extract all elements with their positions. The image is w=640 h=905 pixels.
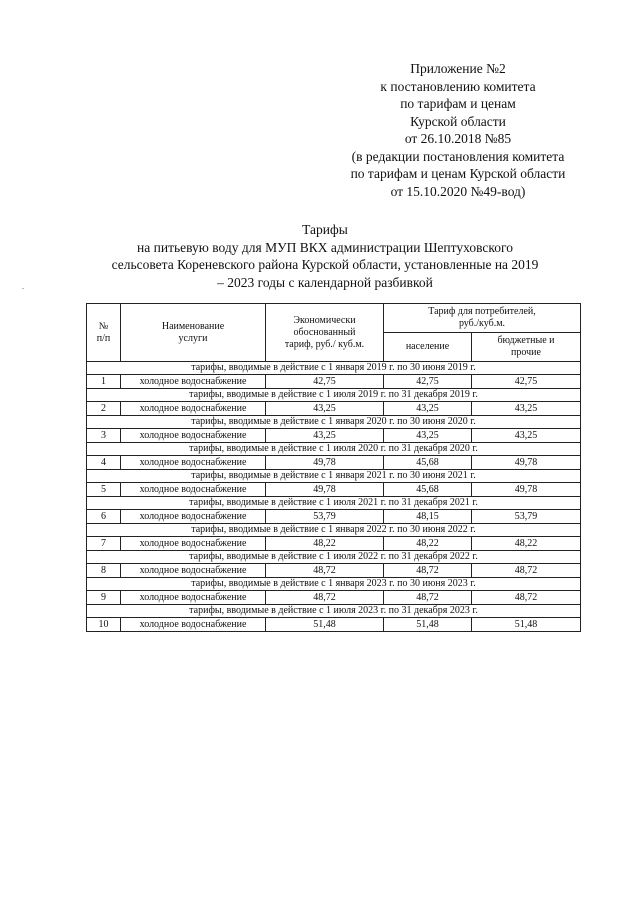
- row-budget: 48,72: [472, 564, 581, 578]
- row-num: 3: [87, 429, 121, 443]
- row-budget: 43,25: [472, 429, 581, 443]
- row-population: 45,68: [384, 483, 472, 497]
- row-service: холодное водоснабжение: [121, 537, 266, 551]
- row-num: 8: [87, 564, 121, 578]
- row-economic: 48,72: [266, 564, 384, 578]
- period-row: тарифы, вводимые в действие с 1 января 2023 г. по 30 июня 2023 г.: [87, 578, 581, 591]
- col-header-num: № п/п: [87, 304, 121, 362]
- title-line: сельсовета Кореневского района Курской области, установленные на 2019: [111, 257, 539, 272]
- row-service: холодное водоснабжение: [121, 402, 266, 416]
- row-population: 48,72: [384, 591, 472, 605]
- row-budget: 43,25: [472, 402, 581, 416]
- row-service: холодное водоснабжение: [121, 618, 266, 632]
- row-budget: 42,75: [472, 375, 581, 389]
- row-population: 48,72: [384, 564, 472, 578]
- table-row: [87, 591, 581, 605]
- row-service: холодное водоснабжение: [121, 591, 266, 605]
- col-header-consumer-group: Тариф для потребителей, руб./куб.м.: [384, 304, 581, 333]
- period-row: тарифы, вводимые в действие с 1 июля 2019 г. по 31 декабря 2019 г.: [87, 389, 581, 402]
- row-economic: 51,48: [266, 618, 384, 632]
- table-row: [87, 537, 581, 551]
- row-population: 43,25: [384, 429, 472, 443]
- col-header-economic: Экономически обоснованный тариф, руб./ куб.м.: [266, 304, 384, 362]
- row-budget: 48,22: [472, 537, 581, 551]
- row-budget: 49,78: [472, 483, 581, 497]
- row-economic: 48,22: [266, 537, 384, 551]
- period-row: тарифы, вводимые в действие с 1 июля 2023 г. по 31 декабря 2023 г.: [87, 605, 581, 618]
- period-row: тарифы, вводимые в действие с 1 января 2020 г. по 30 июня 2020 г.: [87, 416, 581, 429]
- row-num: 4: [87, 456, 121, 470]
- row-population: 51,48: [384, 618, 472, 632]
- row-economic: 42,75: [266, 375, 384, 389]
- table-row: [87, 402, 581, 416]
- document-title: [60, 221, 590, 291]
- title-heading: Тарифы: [302, 222, 348, 237]
- row-num: 9: [87, 591, 121, 605]
- appendix-header: [318, 60, 598, 200]
- header-line: (в редакции постановления комитета: [351, 148, 565, 164]
- period-row: тарифы, вводимые в действие с 1 января 2019 г. по 30 июня 2019 г.: [87, 362, 581, 375]
- header-line: по тарифам и ценам: [400, 96, 516, 111]
- period-row: тарифы, вводимые в действие с 1 января 2021 г. по 30 июня 2021 г.: [87, 470, 581, 483]
- row-economic: 43,25: [266, 402, 384, 416]
- period-row: тарифы, вводимые в действие с 1 января 2022 г. по 30 июня 2022 г.: [87, 524, 581, 537]
- row-num: 5: [87, 483, 121, 497]
- row-service: холодное водоснабжение: [121, 456, 266, 470]
- table-row: [87, 429, 581, 443]
- header-line: Курской области: [410, 113, 506, 129]
- row-service: холодное водоснабжение: [121, 564, 266, 578]
- title-line: на питьевую воду для МУП ВКХ администрации Шептуховского: [137, 239, 513, 255]
- row-service: холодное водоснабжение: [121, 510, 266, 524]
- row-economic: 48,72: [266, 591, 384, 605]
- table-row: [87, 456, 581, 470]
- col-header-population: население: [384, 333, 472, 362]
- col-header-budget: бюджетные и прочие: [472, 333, 581, 362]
- row-budget: 49,78: [472, 456, 581, 470]
- table-row: [87, 564, 581, 578]
- row-population: 48,15: [384, 510, 472, 524]
- header-line: от 26.10.2018 №85: [404, 131, 512, 146]
- header-line: по тарифам и ценам Курской области: [350, 166, 566, 181]
- table-row: [87, 618, 581, 632]
- header-line: к постановлению комитета: [380, 78, 536, 94]
- row-economic: 53,79: [266, 510, 384, 524]
- row-service: холодное водоснабжение: [121, 375, 266, 389]
- period-row: тарифы, вводимые в действие с 1 июля 2021 г. по 31 декабря 2021 г.: [87, 497, 581, 510]
- header-line: от 15.10.2020 №49-вод): [390, 183, 526, 199]
- tariff-table: [86, 303, 581, 632]
- row-num: 6: [87, 510, 121, 524]
- row-budget: 51,48: [472, 618, 581, 632]
- period-row: тарифы, вводимые в действие с 1 июля 2020 г. по 31 декабря 2020 г.: [87, 443, 581, 456]
- row-budget: 53,79: [472, 510, 581, 524]
- row-budget: 48,72: [472, 591, 581, 605]
- row-economic: 43,25: [266, 429, 384, 443]
- row-num: 1: [87, 375, 121, 389]
- row-service: холодное водоснабжение: [121, 429, 266, 443]
- scan-mark: [22, 288, 24, 289]
- row-service: холодное водоснабжение: [121, 483, 266, 497]
- title-line: – 2023 годы с календарной разбивкой: [217, 274, 433, 290]
- row-economic: 49,78: [266, 456, 384, 470]
- table-row: [87, 510, 581, 524]
- row-population: 45,68: [384, 456, 472, 470]
- period-row: тарифы, вводимые в действие с 1 июля 2022 г. по 31 декабря 2022 г.: [87, 551, 581, 564]
- table-row: [87, 375, 581, 389]
- col-header-service: Наименование услуги: [121, 304, 266, 362]
- row-economic: 49,78: [266, 483, 384, 497]
- row-population: 42,75: [384, 375, 472, 389]
- table-row: [87, 483, 581, 497]
- row-num: 2: [87, 402, 121, 416]
- row-num: 10: [87, 618, 121, 632]
- row-num: 7: [87, 537, 121, 551]
- header-line: Приложение №2: [410, 61, 506, 76]
- row-population: 48,22: [384, 537, 472, 551]
- row-population: 43,25: [384, 402, 472, 416]
